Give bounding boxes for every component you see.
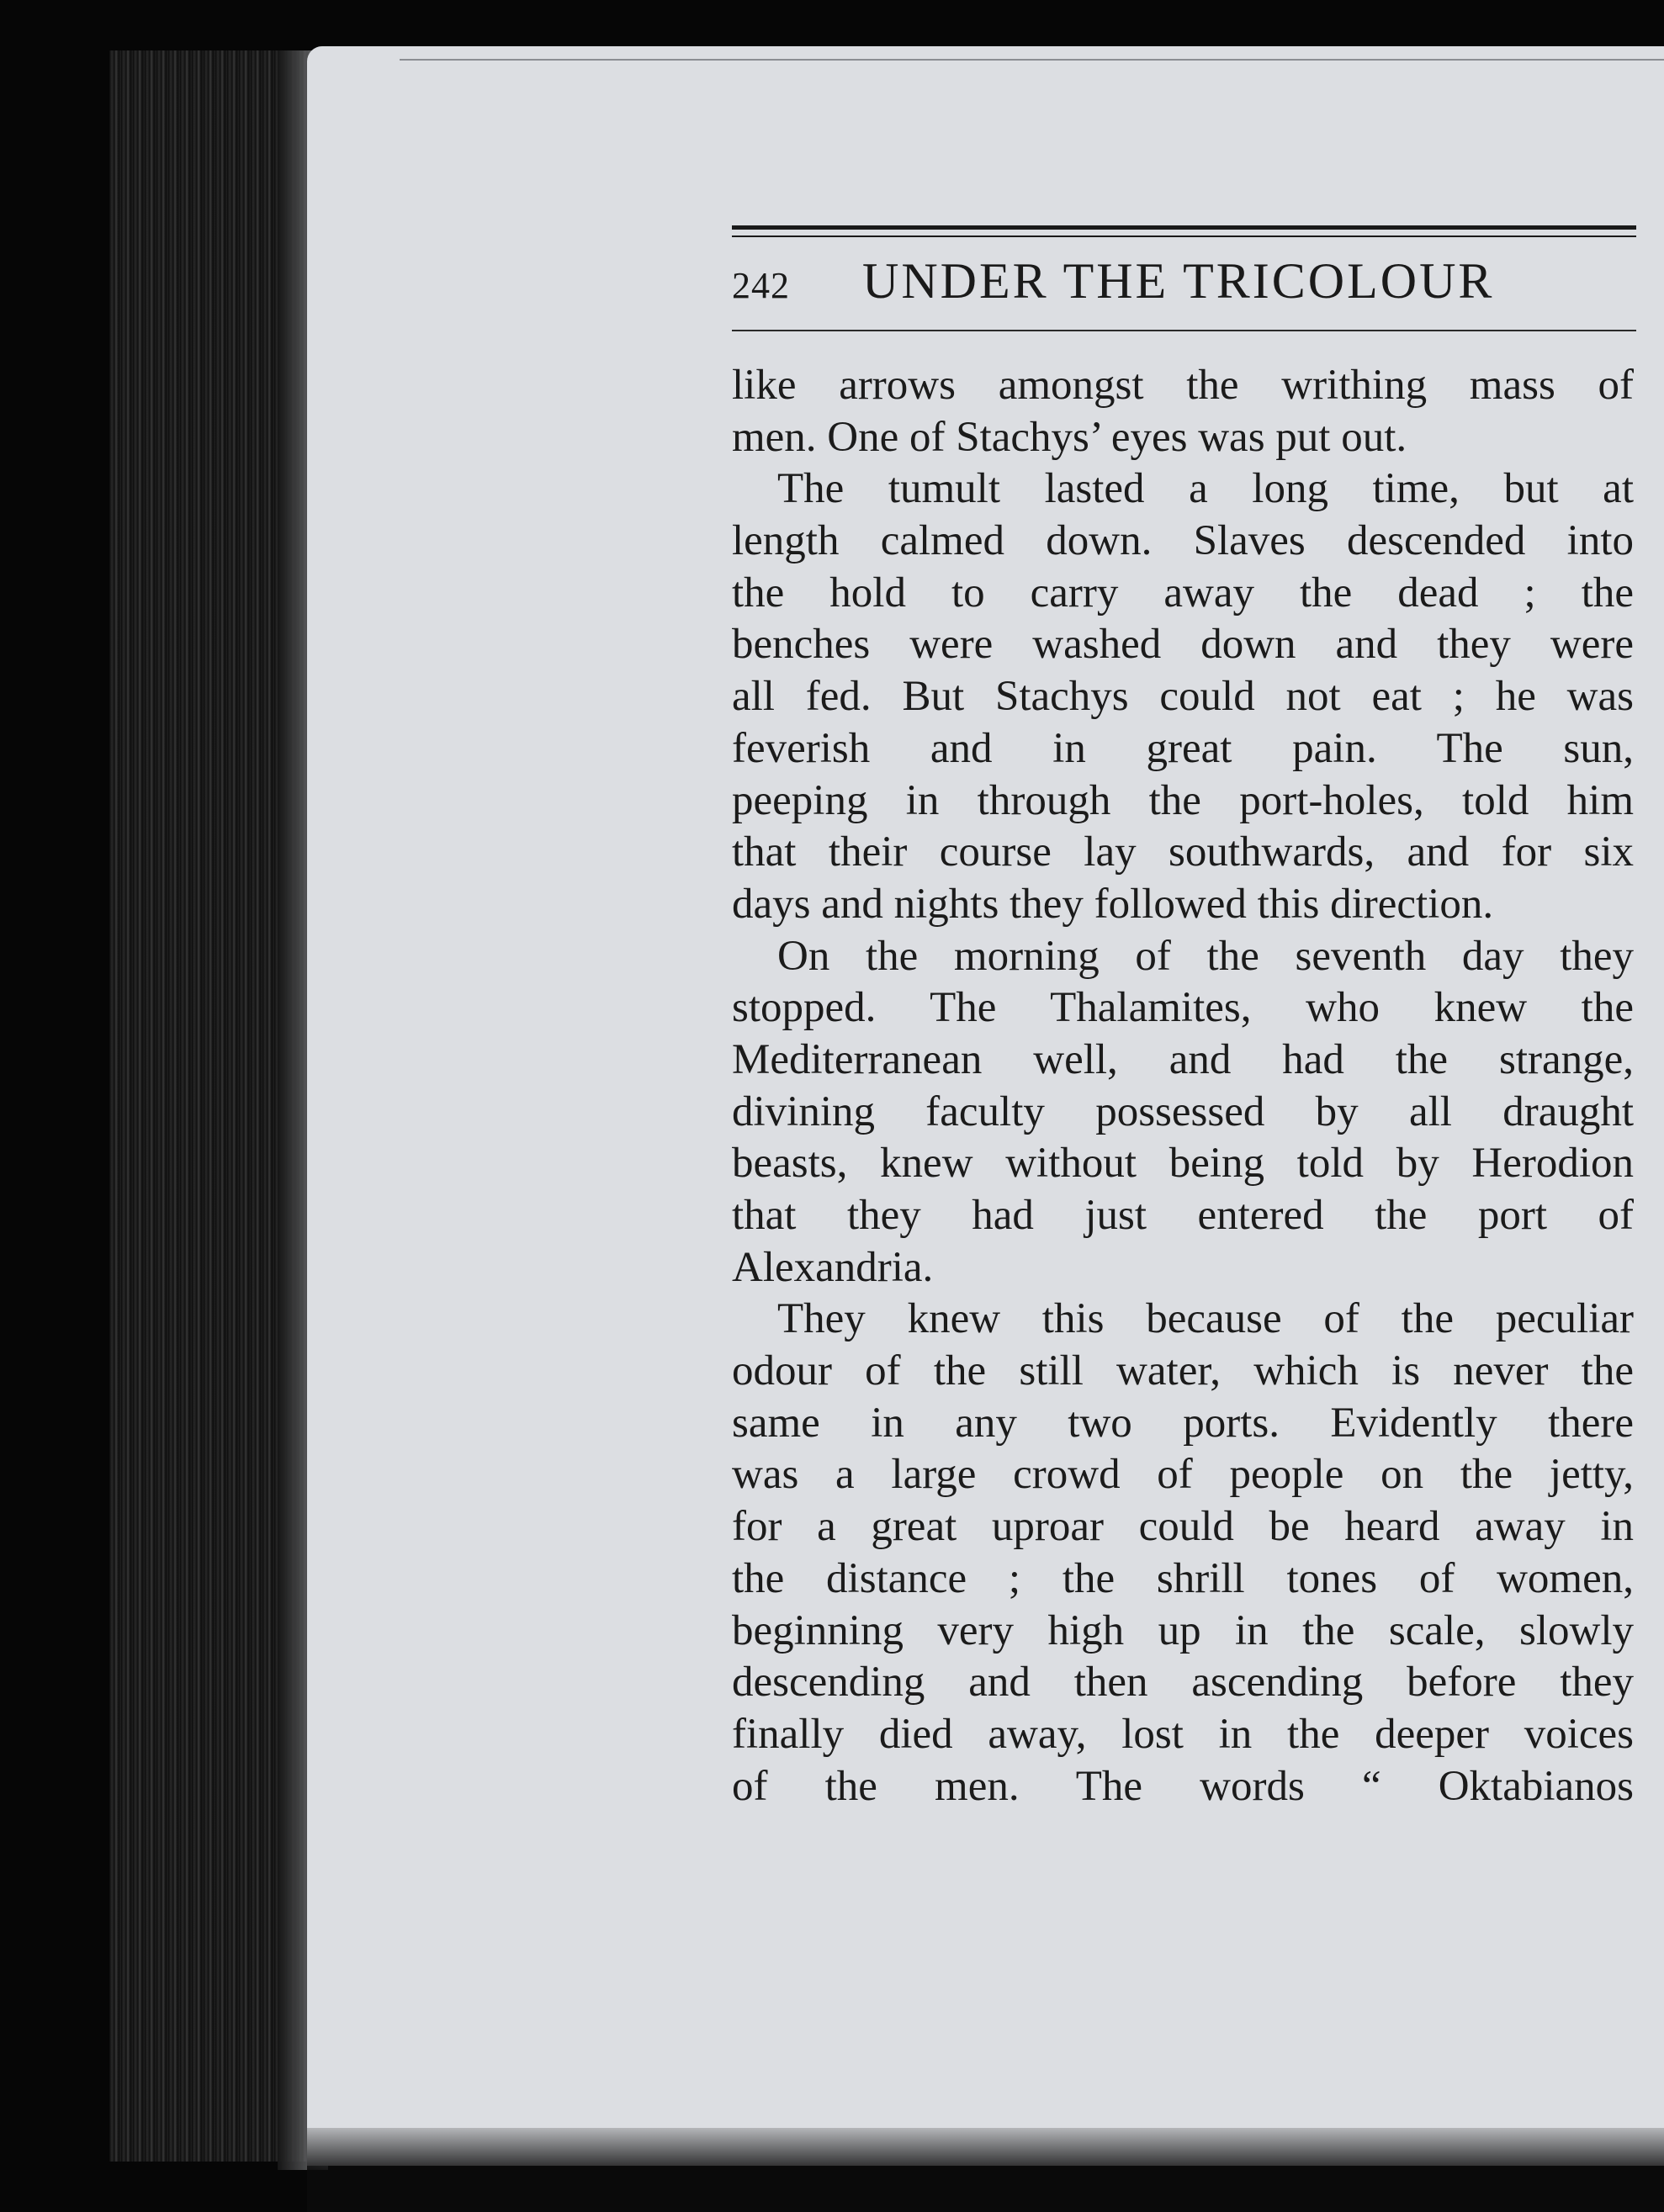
- text-line: men. One of Stachys’ eyes was put out.: [732, 413, 1407, 461]
- text-line: the hold to carry away the dead ; the: [732, 569, 1634, 617]
- page-number: 242: [732, 265, 790, 306]
- text-line: peeping in through the port-holes, told him: [732, 776, 1634, 824]
- text-line: finally died away, lost in the deeper voices: [732, 1710, 1634, 1758]
- body-text: [732, 360, 1634, 1812]
- text-line: They knew this because of the peculiar: [777, 1295, 1634, 1343]
- text-line: Mediterranean well, and had the strange,: [732, 1035, 1634, 1083]
- text-line: beasts, knew without being told by Herodion: [732, 1140, 1634, 1188]
- text-line: all fed. But Stachys could not eat ; he was: [732, 673, 1634, 721]
- page-bottom-shadow: [307, 2128, 1664, 2212]
- text-line: for a great uproar could be heard away in: [732, 1503, 1634, 1551]
- header-underline: [732, 330, 1636, 331]
- text-line: like arrows amongst the writhing mass of: [732, 362, 1634, 409]
- text-line: the distance ; the shrill tones of women,: [732, 1554, 1634, 1602]
- text-line: The tumult lasted a long time, but at: [777, 465, 1634, 513]
- text-line: feverish and in great pain. The sun,: [732, 724, 1634, 772]
- text-line: length calmed down. Slaves descended into: [732, 517, 1634, 565]
- text-line: odour of the still water, which is never the: [732, 1347, 1634, 1395]
- text-line: of the men. The words “ Oktabianos: [732, 1762, 1634, 1810]
- text-line: descending and then ascending before they: [732, 1659, 1634, 1707]
- text-line: was a large crowd of people on the jetty,: [732, 1451, 1634, 1499]
- text-line: On the morning of the seventh day they: [777, 932, 1634, 980]
- header-rule-thin: [732, 235, 1636, 237]
- text-line: beginning very high up in the scale, slowly: [732, 1606, 1634, 1654]
- text-line: that their course lay southwards, and for six: [732, 828, 1634, 876]
- text-line: divining faculty possessed by all draught: [732, 1087, 1634, 1135]
- header-rule-thick: [732, 225, 1636, 230]
- text-line: Alexandria.: [732, 1243, 934, 1291]
- book-title: UNDER THE TRICOLOUR: [862, 253, 1495, 309]
- text-line: stopped. The Thalamites, who knew the: [732, 984, 1634, 1032]
- text-line: that they had just entered the port of: [732, 1192, 1634, 1239]
- text-line: days and nights they followed this direction.: [732, 880, 1494, 928]
- page-top-edge-line: [400, 59, 1664, 61]
- text-line: same in any two ports. Evidently there: [732, 1399, 1634, 1447]
- running-head: [732, 252, 1636, 320]
- text-line: benches were washed down and they were: [732, 621, 1634, 669]
